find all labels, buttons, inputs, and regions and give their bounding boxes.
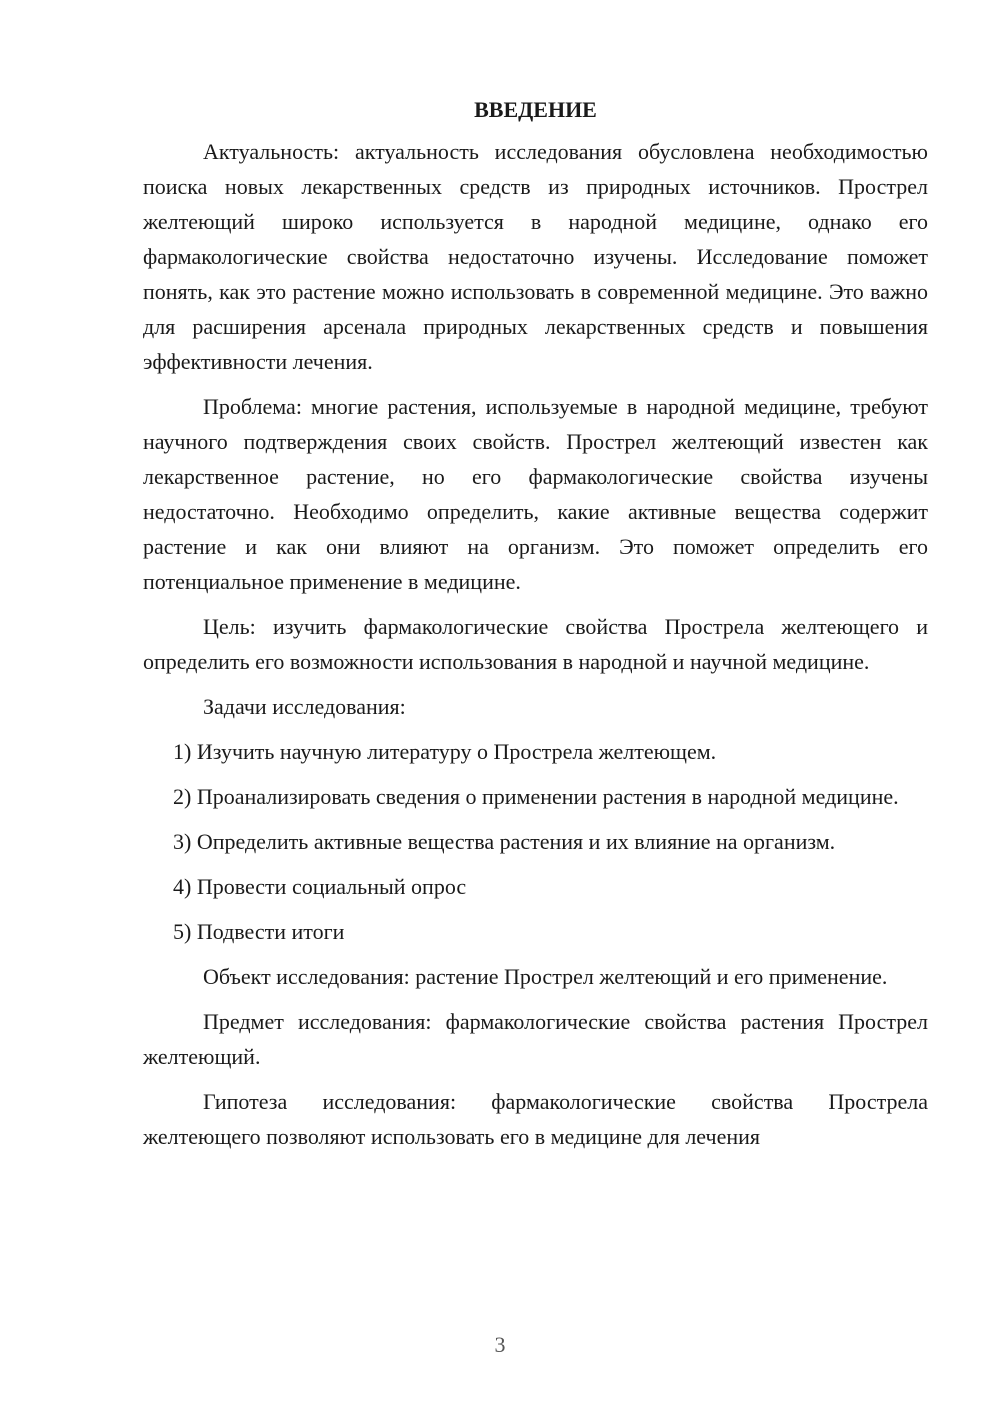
task-item: 5) Подвести итоги [173,919,345,944]
task-item: 4) Провести социальный опрос [173,874,467,899]
document-page [143,95,928,1164]
paragraph-object: Объект исследования: растение Прострел желтеющий и его применение. [203,964,888,989]
paragraph-relevance: Актуальность: актуальность исследования обусловлена необходимостью поиска новых лекарственных средств из природных источников. Прострел желтеющий широко используется в народной медицине, однако его фармакологические свойства недостаточно изучены. Исследование поможет понять, как это растение можно использовать в современной медицине. Это важно для расширения арсенала природных лекарственных средств и повышения эффективности лечения. [143,139,928,374]
paragraph-subject: Предмет исследования: фармакологические свойства растения Прострел желтеющий. [143,1009,928,1069]
task-item: 2) Проанализировать сведения о применении растения в народной медицине. [173,784,899,809]
paragraph-tasks-heading: Задачи исследования: [203,694,406,719]
paragraph-goal: Цель: изучить фармакологические свойства Прострела желтеющего и определить его возможности использования в народной и научной медицине. [143,614,928,674]
task-item: 3) Определить активные вещества растения и их влияние на организм. [173,829,836,854]
page-number: 3 [494,1332,506,1357]
task-item: 1) Изучить научную литературу о Прострела желтеющем. [173,739,717,764]
section-title: ВВЕДЕНИЕ [474,97,597,122]
paragraph-hypothesis: Гипотеза исследования: фармакологические свойства Прострела желтеющего позволяют использовать его в медицине для лечения [143,1089,928,1149]
paragraph-problem: Проблема: многие растения, используемые в народной медицине, требуют научного подтверждения своих свойств. Прострел желтеющий известен как лекарственное растение, но его фармакологические свойства изучены недостаточно. Необходимо определить, какие активные вещества содержит растение и как они влияют на организм. Это поможет определить его потенциальное применение в медицине. [143,394,928,594]
